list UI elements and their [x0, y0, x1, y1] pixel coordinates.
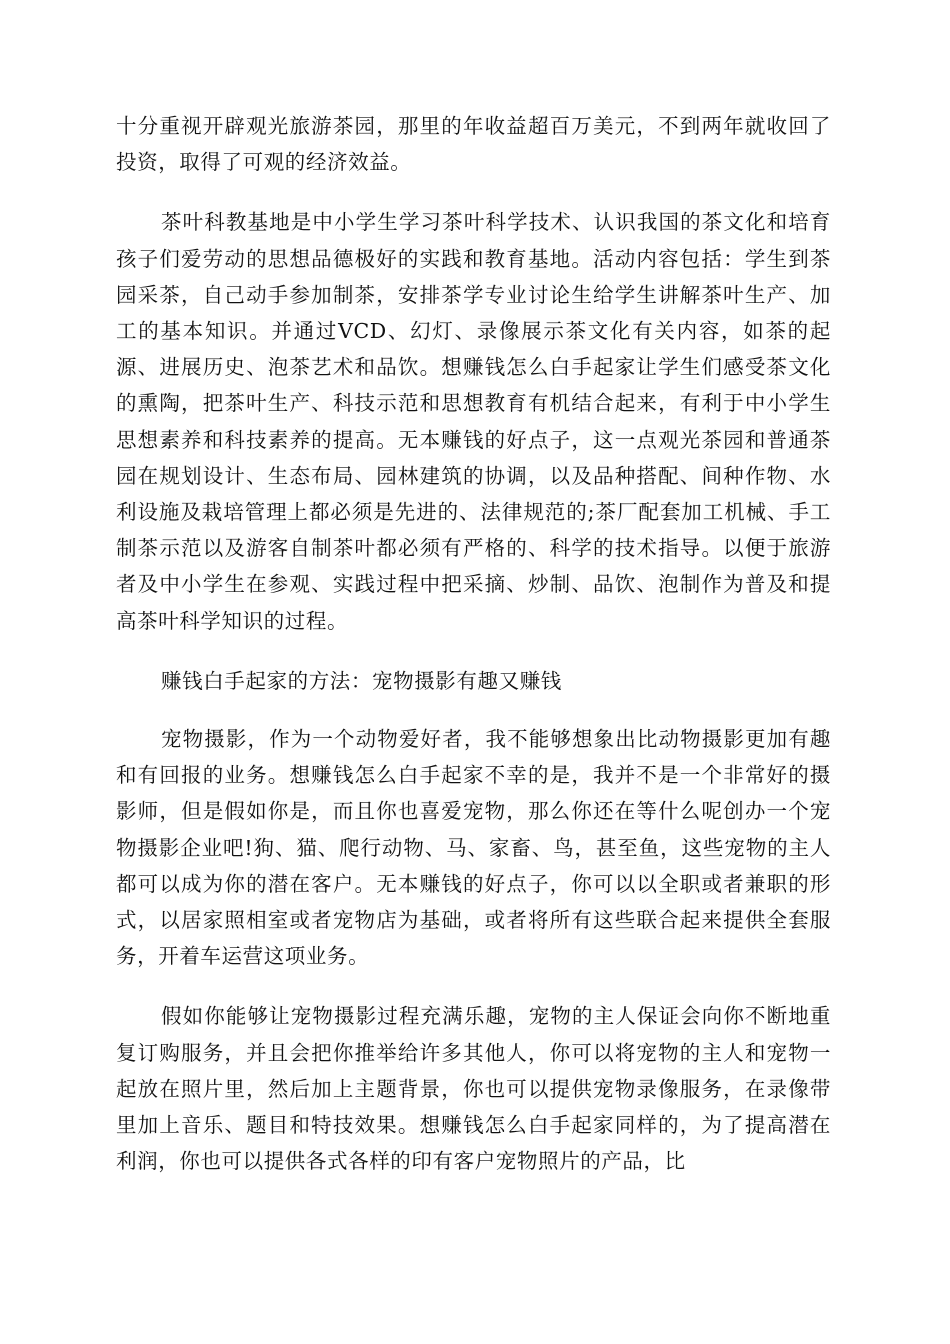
paragraph-tea-education-base: 茶叶科教基地是中小学生学习茶叶科学技术、认识我国的茶文化和培育孩子们爱劳动的思想品德极好的实践和教育基地。活动内容包括：学生到茶园采茶，自己动手参加制茶，安排茶学专业讨论生给学生讲解茶叶生产、加工的基本知识。并通过VCD、幻灯、录像展示茶文化有关内容，如茶的起源、进展历史、泡茶艺术和品饮。想赚钱怎么白手起家让学生们感受茶文化的熏陶，把茶叶生产、科技示范和思想教育有机结合起来，有利于中小学生思想素养和科技素养的提高。无本赚钱的好点子，这一点观光茶园和普通茶园在规划设计、生态布局、园林建筑的协调，以及品种搭配、间种作物、水利设施及栽培管理上都必须是先进的、法律规范的;茶厂配套加工机械、手工制茶示范以及游客自制茶叶都必须有严格的、科学的技术指导。以便于旅游者及中小学生在参观、实践过程中把采摘、炒制、品饮、泡制作为普及和提高茶叶科学知识的过程。	[116, 210, 831, 633]
paragraph-tea-garden-benefit: 十分重视开辟观光旅游茶园，那里的年收益超百万美元，不到两年就收回了投资，取得了可观的经济效益。	[116, 114, 831, 175]
paragraph-pet-photography-services: 假如你能够让宠物摄影过程充满乐趣，宠物的主人保证会向你不断地重复订购服务，并且会把你推举给许多其他人，你可以将宠物的主人和宠物一起放在照片里，然后加上主题背景，你也可以提供宠物录像服务，在录像带里加上音乐、题目和特技效果。想赚钱怎么白手起家同样的，为了提高潜在利润，你也可以提供各式各样的印有客户宠物照片的产品，比	[116, 1004, 831, 1174]
section-heading-pet-photography: 赚钱白手起家的方法：宠物摄影有趣又赚钱	[161, 668, 562, 693]
document-body	[116, 108, 831, 1203]
paragraph-pet-photography-intro: 宠物摄影，作为一个动物爱好者，我不能够想象出比动物摄影更加有趣和有回报的业务。想赚钱怎么白手起家不幸的是，我并不是一个非常好的摄影师，但是假如你是，而且你也喜爱宠物，那么你还在等什么呢创办一个宠物摄影企业吧!狗、猫、爬行动物、马、家畜、鸟，甚至鱼，这些宠物的主人都可以成为你的潜在客户。无本赚钱的好点子，你可以以全职或者兼职的形式，以居家照相室或者宠物店为基础，或者将所有这些联合起来提供全套服务，开着车运营这项业务。	[116, 727, 831, 969]
